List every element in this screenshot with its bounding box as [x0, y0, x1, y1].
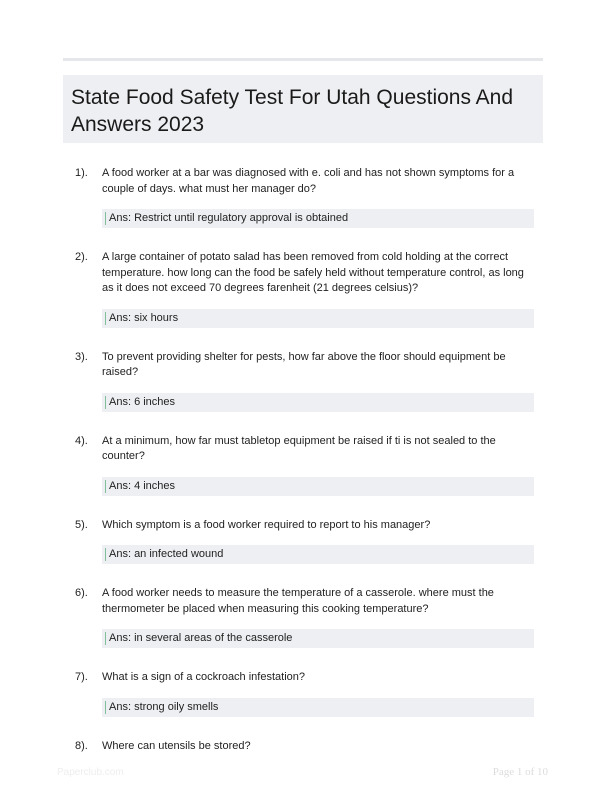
page-number: Page 1 of 10: [492, 766, 548, 778]
answer-box: [102, 309, 534, 328]
question-item: [63, 434, 543, 496]
answer-accent-bar: [105, 480, 106, 493]
question-text: Which symptom is a food worker required to report to his manager?: [102, 518, 431, 531]
answer-text: Ans: strong oily smells: [109, 700, 219, 713]
question-item: [63, 166, 543, 228]
answer-accent-bar: [105, 212, 106, 225]
question-number: 2).: [75, 251, 88, 263]
question-number: 8).: [75, 739, 88, 752]
answer-box: [102, 209, 534, 228]
question-list: [63, 166, 543, 776]
question-text: To prevent providing shelter for pests, how far above the floor should equipment be raised?: [102, 350, 506, 378]
answer-box: [102, 393, 534, 412]
page-title: State Food Safety Test For Utah Questions And Answers 2023: [71, 86, 514, 136]
question-item: [63, 518, 543, 565]
answer-accent-bar: [105, 548, 106, 561]
answer-accent-bar: [105, 396, 106, 409]
answer-accent-bar: [105, 632, 106, 645]
question-number: 5).: [75, 518, 88, 531]
question-number: 7).: [75, 671, 88, 683]
question-item: [63, 739, 543, 755]
answer-text: Ans: 4 inches: [109, 479, 176, 492]
footer-watermark: Paperclub.com: [57, 767, 124, 778]
question-item: [63, 670, 543, 717]
question-item: [63, 350, 543, 412]
question-item: [63, 586, 543, 648]
answer-box: [102, 477, 534, 496]
question-number: 4).: [75, 434, 88, 447]
question-text: At a minimum, how far must tabletop equipment be raised if ti is not sealed to the counter?: [102, 434, 496, 462]
question-text: Where can utensils be stored?: [102, 739, 251, 752]
answer-text: Ans: an infected wound: [109, 548, 224, 560]
title-banner: [63, 75, 543, 143]
question-text: A food worker at a bar was diagnosed with e. coli and has not shown symptoms for a couple of days. what must her manager do?: [102, 167, 515, 195]
answer-box: [102, 698, 534, 717]
answer-text: Ans: Restrict until regulatory approval is obtained: [109, 212, 349, 224]
answer-text: Ans: six hours: [109, 311, 179, 324]
answer-text: Ans: in several areas of the casserole: [109, 632, 293, 644]
answer-accent-bar: [105, 701, 106, 714]
question-number: 3).: [75, 350, 88, 363]
question-number: 6).: [75, 587, 88, 599]
question-text: A large container of potato salad has been removed from cold holding at the correct temperature. how long can the food be safely held without temperature control, as long as it does not exceed 70 degrees farenheit (21 degrees celsius)?: [102, 251, 524, 294]
question-number: 1).: [75, 167, 88, 179]
question-text: A food worker needs to measure the temperature of a casserole. where must the thermometer be placed when measuring this cooking temperature?: [102, 587, 494, 615]
question-text: What is a sign of a cockroach infestation?: [102, 671, 305, 683]
top-divider: [63, 58, 543, 61]
answer-box: [102, 545, 534, 564]
question-item: [63, 250, 543, 328]
answer-box: [102, 629, 534, 648]
answer-text: Ans: 6 inches: [109, 395, 176, 408]
answer-accent-bar: [105, 312, 106, 325]
